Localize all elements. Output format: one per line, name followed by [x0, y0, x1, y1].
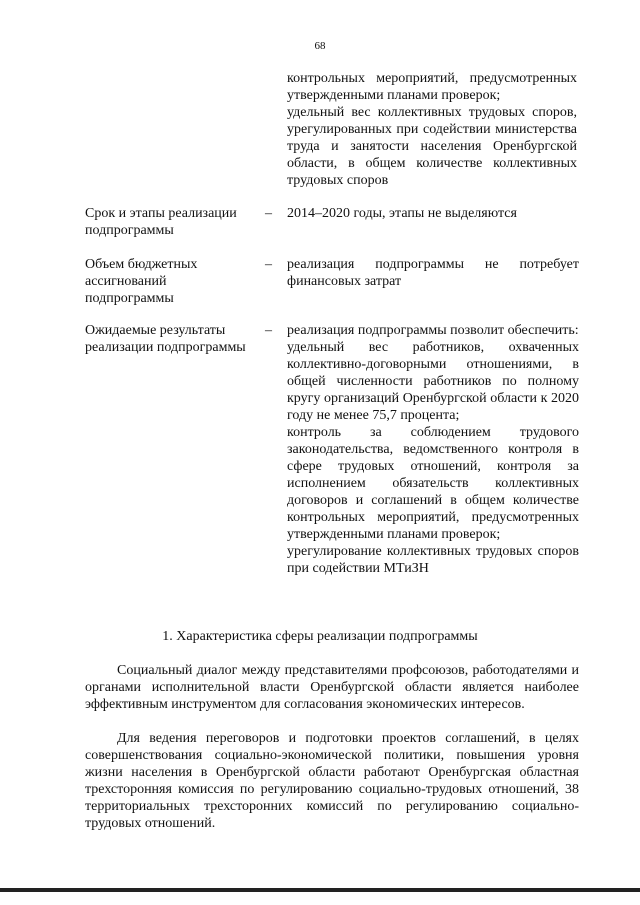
row-value — [287, 322, 579, 577]
section-title: 1. Характеристика сферы реализации подпрограммы — [162, 629, 478, 644]
row-value — [287, 256, 579, 290]
paragraph: Социальный диалог между представителями профсоюзов, работодателями и органами исполнительной власти Оренбургской области является наиболее эффективным инструментом для согласования экономических интересов. — [85, 663, 579, 712]
value-line: реализация подпрограммы не потребует финансовых затрат — [287, 257, 579, 289]
row-label: Срок и этапы реализации подпрограммы — [85, 206, 237, 238]
value-line: 2014–2020 годы, этапы не выделяются — [287, 206, 517, 221]
row-dash: – — [265, 257, 272, 272]
paragraph: Для ведения переговоров и подготовки проектов соглашений, в целях совершенствования социально-экономической политики, повышения уровня жизни населения в Оренбургской области работают Оренбургская областная трехсторонняя комиссия по регулированию социально-трудовых отношений, 38 территориальных трехсторонних комиссий по регулированию социально-трудовых отношений. — [85, 731, 579, 831]
continuation-block — [287, 70, 577, 189]
row-value — [287, 205, 579, 222]
value-line: реализация подпрограммы позволит обеспечить: — [287, 323, 579, 338]
continuation-line: удельный вес коллективных трудовых споров, урегулированных при содействии министерства труда и занятости населения Оренбургской области, в общем количестве коллективных трудовых споров — [287, 105, 577, 188]
value-line: удельный вес работников, охваченных коллективно-договорными отношениями, в общей численности работников по полному кругу организаций Оренбургской области к 2020 году не менее 75,7 процента; — [287, 340, 579, 423]
continuation-line: контрольных мероприятий, предусмотренных утвержденными планами проверок; — [287, 71, 577, 103]
row-label: Объем бюджетных ассигнований подпрограммы — [85, 257, 198, 306]
value-line: урегулирование коллективных трудовых споров при содействии МТиЗН — [287, 544, 579, 576]
page-number: 68 — [314, 40, 326, 52]
row-label: Ожидаемые результаты реализации подпрограммы — [85, 323, 246, 355]
bottom-border — [0, 888, 640, 892]
row-dash: – — [265, 323, 272, 338]
row-dash: – — [265, 206, 272, 221]
value-line: контроль за соблюдением трудового законодательства, ведомственного контроля в сфере трудовых отношений, контроля за исполнением обязательств коллективных договоров и соглашений в общем количестве контрольных мероприятий, предусмотренных утвержденными планами проверок; — [287, 425, 579, 542]
